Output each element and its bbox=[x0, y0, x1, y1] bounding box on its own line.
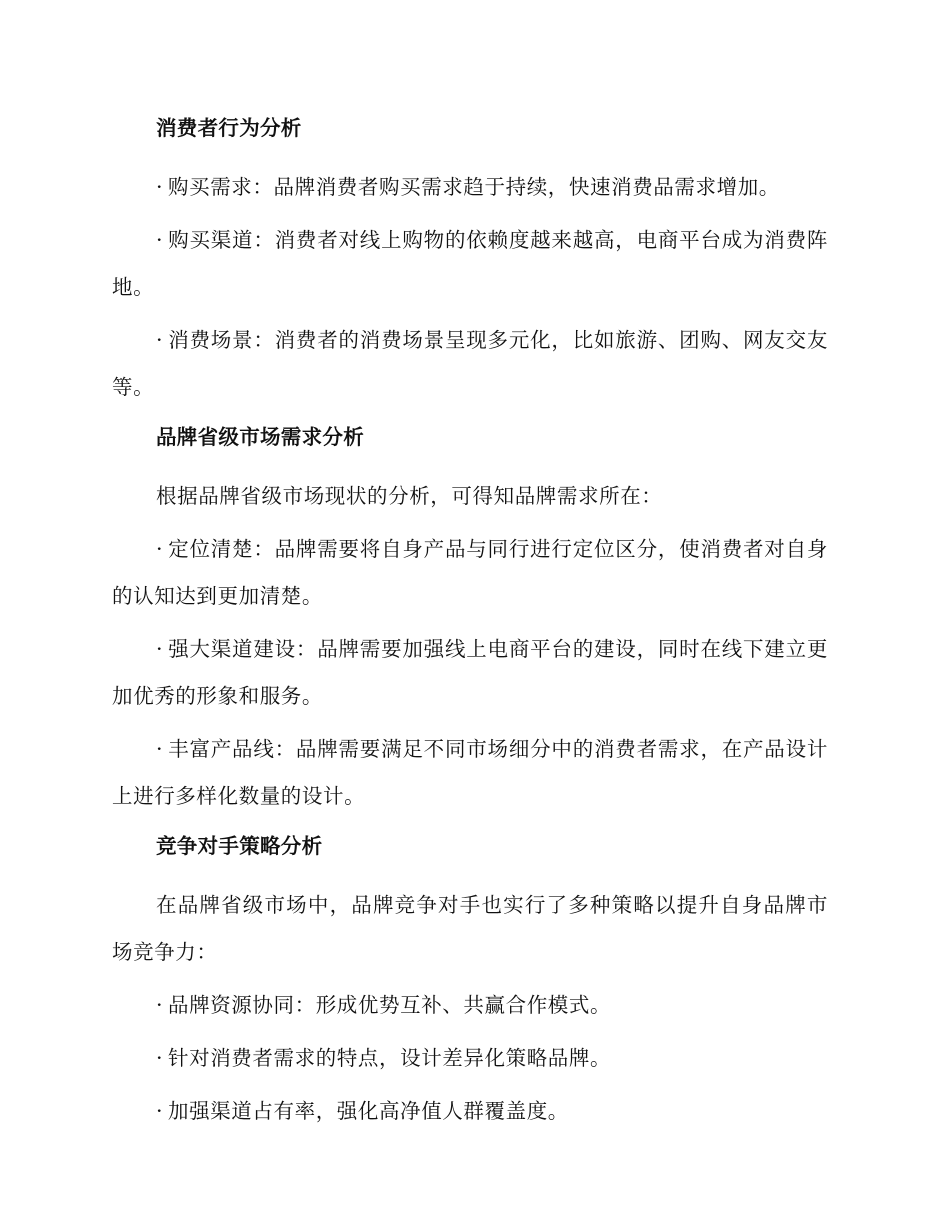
document-page bbox=[112, 108, 828, 1141]
paragraph-text: 购买需求：品牌消费者购买需求趋于持续，快速消费品需求增加。 bbox=[168, 175, 780, 199]
bullet-paragraph bbox=[112, 526, 828, 620]
bullet-paragraph bbox=[112, 626, 828, 720]
paragraph-text: 根据品牌省级市场现状的分析，可得知品牌需求所在： bbox=[156, 484, 663, 508]
section-market-demand bbox=[112, 417, 828, 820]
bullet-mark: · bbox=[156, 1099, 164, 1123]
paragraph-text: 在品牌省级市场中，品牌竞争对手也实行了多种策略以提升自身品牌市场竞争力： bbox=[112, 893, 828, 964]
bullet-mark: · bbox=[156, 175, 164, 199]
bullet-mark: · bbox=[156, 993, 164, 1017]
bullet-mark: · bbox=[156, 637, 164, 661]
paragraph-text: 加强渠道占有率，强化高净值人群覆盖度。 bbox=[168, 1099, 569, 1123]
bullet-paragraph bbox=[112, 1088, 828, 1135]
bullet-mark: · bbox=[156, 537, 164, 561]
section-consumer-behavior bbox=[112, 108, 828, 411]
section-heading: 消费者行为分析 bbox=[156, 116, 302, 140]
bullet-mark: · bbox=[156, 1046, 164, 1070]
bullet-paragraph bbox=[112, 1035, 828, 1082]
bullet-mark: · bbox=[156, 737, 164, 761]
section-competitor-strategy bbox=[112, 826, 828, 1135]
paragraph-text: 购买渠道：消费者对线上购物的依赖度越来越高，电商平台成为消费阵地。 bbox=[112, 228, 828, 299]
paragraph-text: 定位清楚：品牌需要将自身产品与同行进行定位区分，使消费者对自身的认知达到更加清楚。 bbox=[112, 537, 828, 608]
bullet-paragraph bbox=[112, 726, 828, 820]
bullet-mark: · bbox=[156, 328, 164, 352]
intro-paragraph bbox=[112, 882, 828, 976]
bullet-paragraph bbox=[112, 982, 828, 1029]
paragraph-text: 丰富产品线：品牌需要满足不同市场细分中的消费者需求，在产品设计上进行多样化数量的设计。 bbox=[112, 737, 828, 808]
paragraph-text: 品牌资源协同：形成优势互补、共赢合作模式。 bbox=[168, 993, 612, 1017]
bullet-paragraph bbox=[112, 217, 828, 311]
bullet-paragraph bbox=[112, 317, 828, 411]
bullet-paragraph bbox=[112, 164, 828, 211]
paragraph-text: 针对消费者需求的特点，设计差异化策略品牌。 bbox=[168, 1046, 612, 1070]
bullet-mark: · bbox=[156, 228, 164, 252]
paragraph-text: 强大渠道建设：品牌需要加强线上电商平台的建设，同时在线下建立更加优秀的形象和服务。 bbox=[112, 637, 828, 708]
section-heading: 品牌省级市场需求分析 bbox=[156, 425, 364, 449]
section-heading: 竞争对手策略分析 bbox=[156, 834, 323, 858]
intro-paragraph bbox=[112, 473, 828, 520]
paragraph-text: 消费场景：消费者的消费场景呈现多元化，比如旅游、团购、网友交友等。 bbox=[112, 328, 828, 399]
